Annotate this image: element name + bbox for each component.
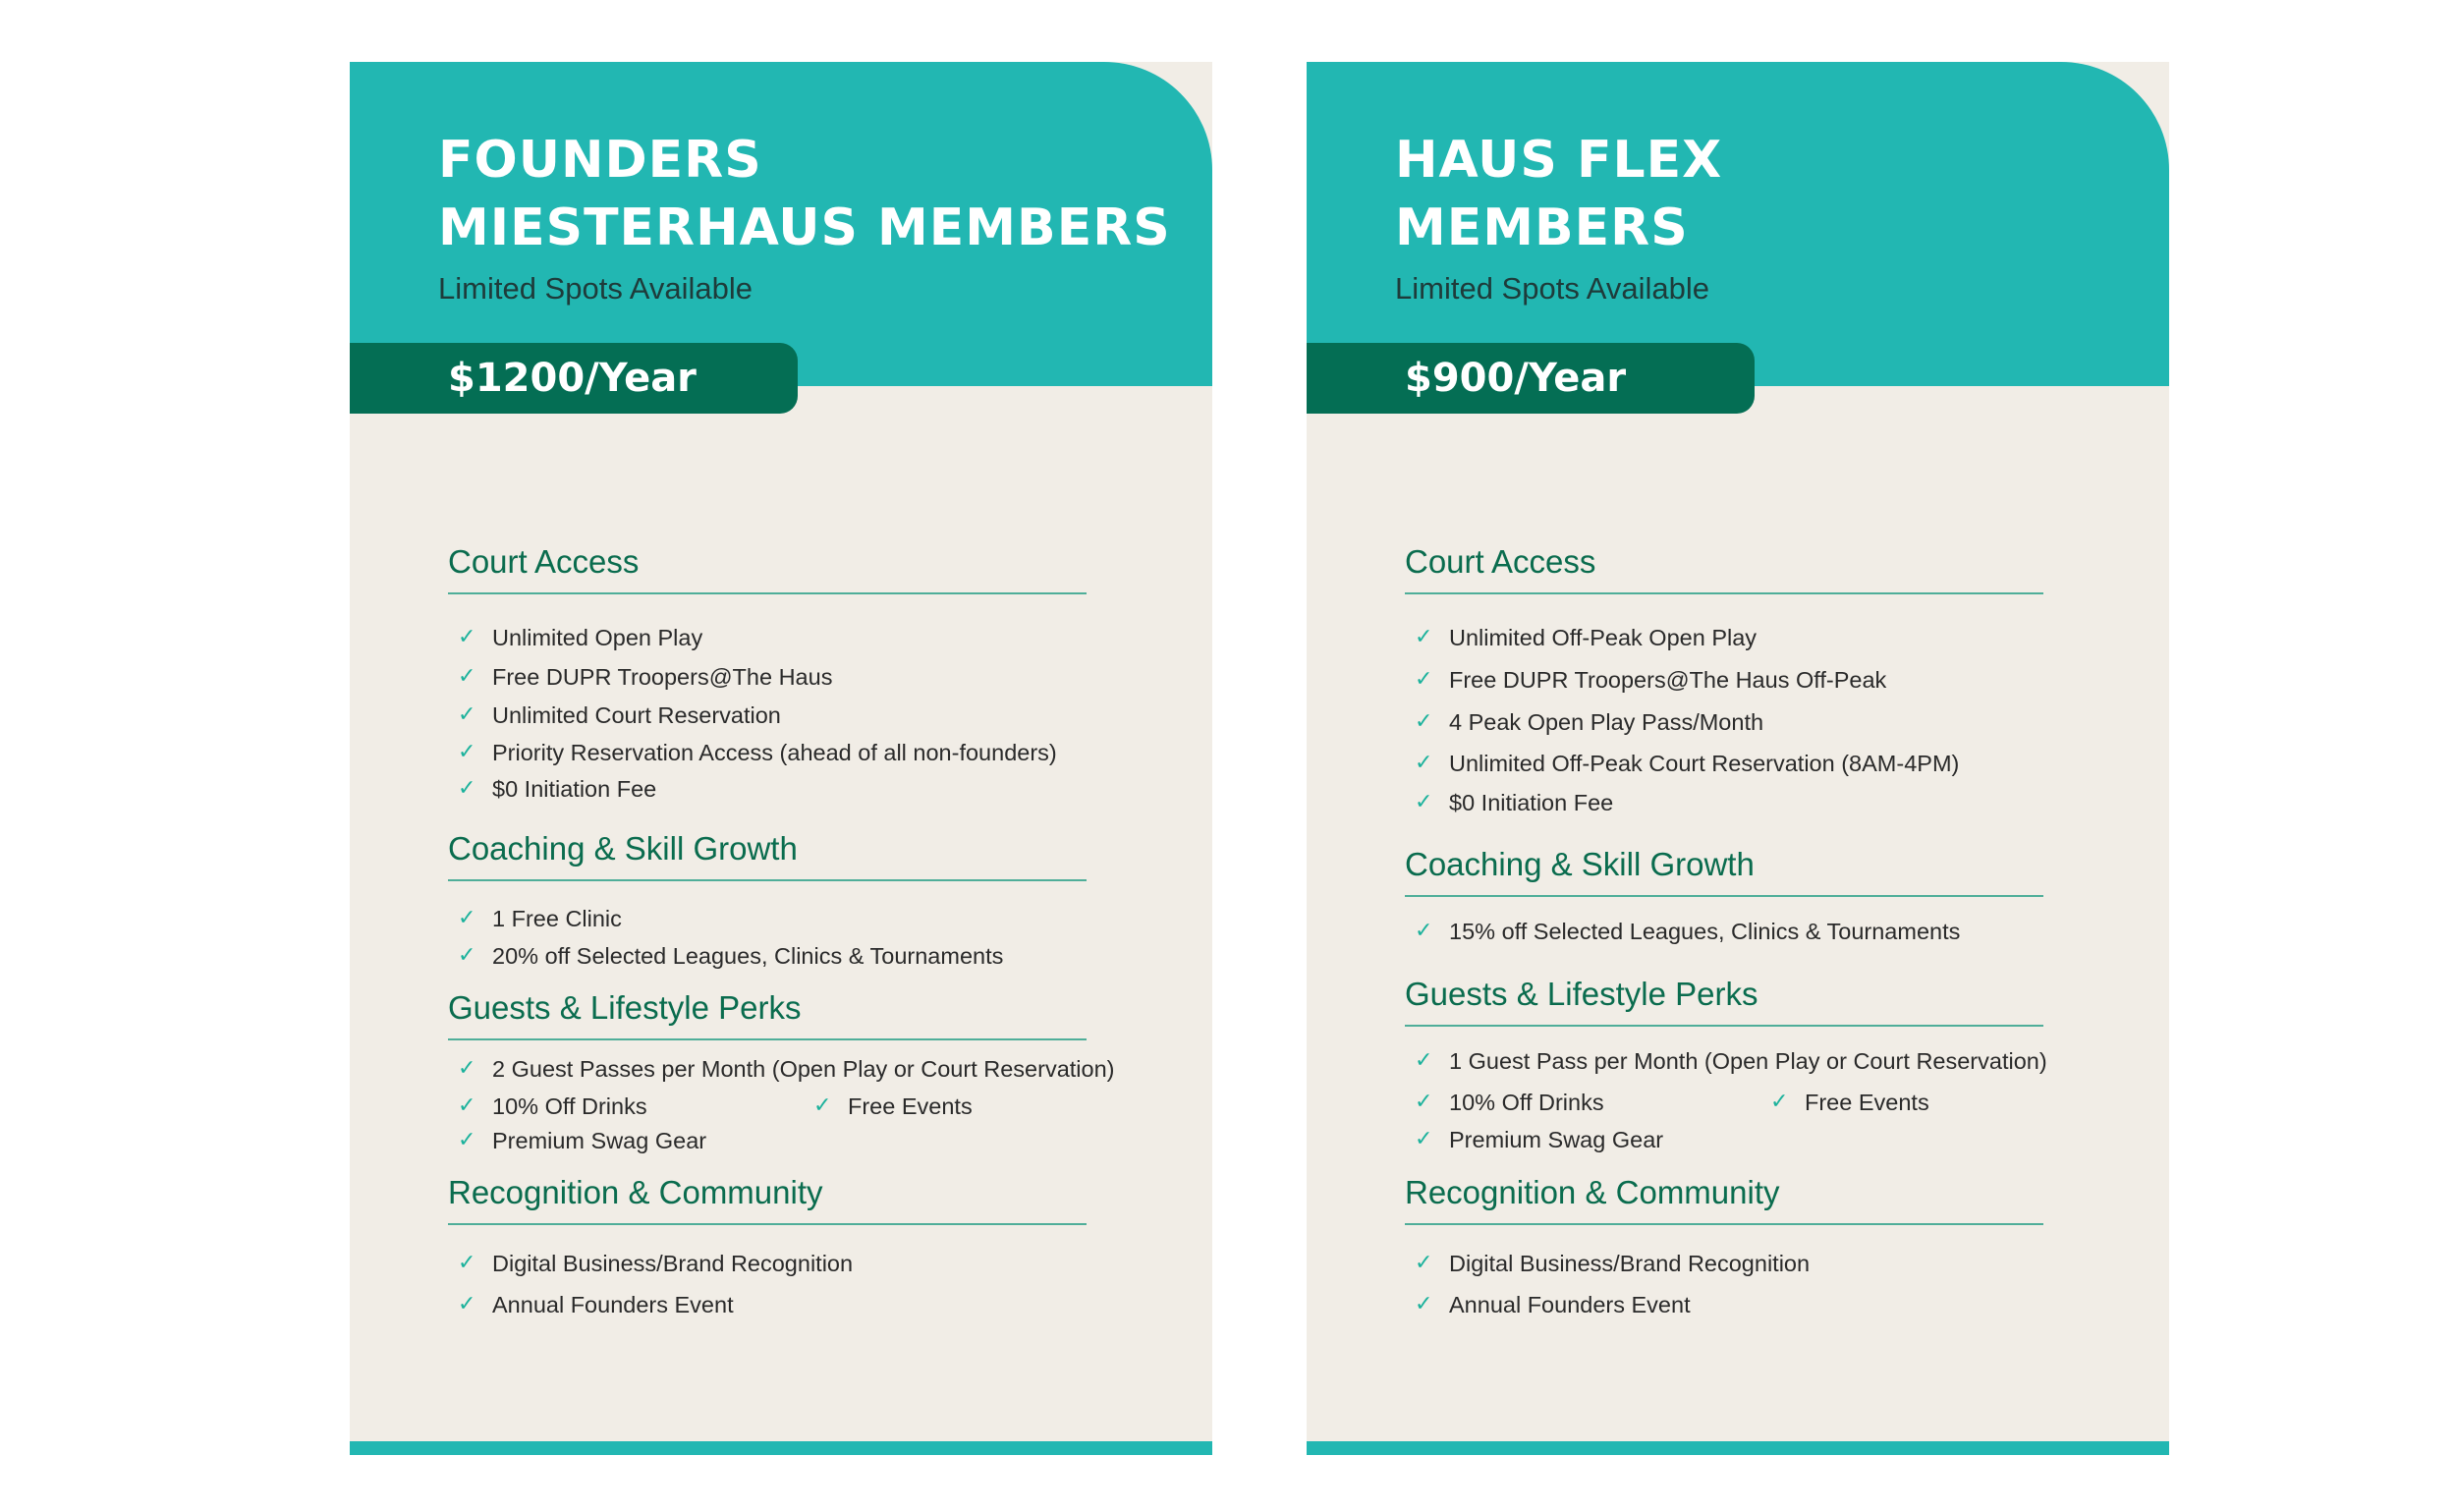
- section-divider: [1405, 895, 2043, 897]
- check-icon: ✓: [458, 625, 476, 649]
- check-icon: ✓: [1415, 1127, 1433, 1151]
- check-icon: ✓: [1415, 919, 1433, 943]
- section-title-court-access: Court Access: [1405, 543, 1596, 580]
- section-divider: [448, 592, 1087, 594]
- section-divider: [448, 1038, 1087, 1040]
- section-divider: [448, 879, 1087, 881]
- check-icon: ✓: [458, 702, 476, 727]
- check-icon: ✓: [458, 776, 476, 801]
- card-header: [1307, 62, 2169, 386]
- check-icon: ✓: [1415, 667, 1433, 692]
- card-bottom-bar: [1307, 1441, 2169, 1455]
- check-icon: ✓: [1770, 1090, 1789, 1114]
- section-divider: [1405, 1025, 2043, 1027]
- check-icon: ✓: [458, 664, 476, 689]
- check-icon: ✓: [1415, 625, 1433, 649]
- card-header: [350, 62, 1212, 386]
- check-icon: ✓: [458, 1056, 476, 1081]
- check-icon: ✓: [813, 1093, 832, 1118]
- check-icon: ✓: [458, 1093, 476, 1118]
- plan-subtitle: Limited Spots Available: [1395, 271, 1709, 306]
- check-icon: ✓: [458, 943, 476, 968]
- check-icon: ✓: [458, 740, 476, 764]
- check-icon: ✓: [1415, 1292, 1433, 1316]
- price-badge: $900/Year: [1307, 343, 1755, 414]
- section-title-guests: Guests & Lifestyle Perks: [1405, 976, 1758, 1012]
- check-icon: ✓: [458, 906, 476, 930]
- check-icon: ✓: [1415, 790, 1433, 814]
- check-icon: ✓: [458, 1128, 476, 1152]
- plan-title: HAUS FLEX MEMBERS: [1395, 131, 1723, 257]
- check-icon: ✓: [1415, 1048, 1433, 1073]
- plan-subtitle: Limited Spots Available: [438, 271, 753, 306]
- section-title-recognition: Recognition & Community: [1405, 1174, 1780, 1210]
- section-title-coaching: Coaching & Skill Growth: [1405, 846, 1755, 882]
- section-title-court-access: Court Access: [448, 543, 640, 580]
- section-title-recognition: Recognition & Community: [448, 1174, 823, 1210]
- plan-title: FOUNDERS MIESTERHAUS MEMBERS: [438, 131, 1171, 257]
- check-icon: ✓: [458, 1251, 476, 1275]
- check-icon: ✓: [1415, 751, 1433, 775]
- check-icon: ✓: [458, 1292, 476, 1316]
- check-icon: ✓: [1415, 709, 1433, 734]
- check-icon: ✓: [1415, 1090, 1433, 1114]
- section-divider: [1405, 592, 2043, 594]
- plan-card-haus-flex: HAUS FLEX MEMBERS Limited Spots Available $900/Year Court Access ✓ Unlimited Off-Peak Open Play ✓ Free DUPR Troopers@The Haus Off-Peak ✓ 4 Peak Open Play Pass/Month ✓ Unlimited Off-Peak Court Reservation (8AM-4PM) ✓ $0 Initiation Fee Coaching & Skill Growth ✓ 15% off Selected Leagues, Clinics & Tournaments Guests & Lifestyle Perks ✓ 1 Guest Pass per Month (Open Play or Court Reservation) ✓ 10% Off Drinks ✓ Free Events ✓ Premium Swag Gear Recognition & Community ✓ Digital Business/Brand Recognition ✓ Annual Founders Event: [1307, 62, 2169, 1455]
- price-badge: $1200/Year: [350, 343, 798, 414]
- plan-card-founders: FOUNDERS MIESTERHAUS MEMBERS Limited Spots Available $1200/Year Court Access ✓ Unlimited Open Play ✓ Free DUPR Troopers@The Haus ✓ Unlimited Court Reservation ✓ Priority Reservation Access (ahead of all non-founders) ✓ $0 Initiation Fee Coaching & Skill Growth ✓ 1 Free Clinic ✓ 20% off Selected Leagues, Clinics & Tournaments Guests & Lifestyle Perks ✓ 2 Guest Passes per Month (Open Play or Court Reservation) ✓ 10% Off Drinks ✓ Free Events ✓ Premium Swag Gear Recognition & Community ✓ Digital Business/Brand Recognition ✓ Annual Founders Event: [350, 62, 1212, 1455]
- section-title-guests: Guests & Lifestyle Perks: [448, 989, 802, 1026]
- section-title-coaching: Coaching & Skill Growth: [448, 830, 798, 867]
- section-divider: [448, 1223, 1087, 1225]
- section-divider: [1405, 1223, 2043, 1225]
- check-icon: ✓: [1415, 1251, 1433, 1275]
- card-bottom-bar: [350, 1441, 1212, 1455]
